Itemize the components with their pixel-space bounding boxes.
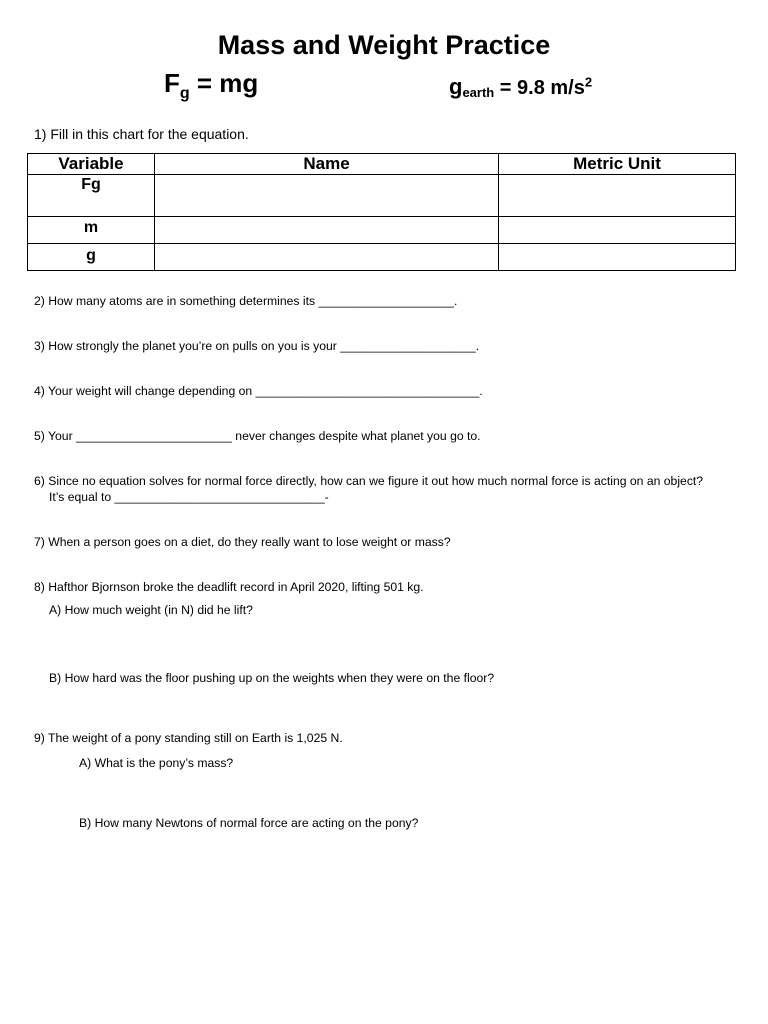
unit-cell[interactable]	[499, 217, 736, 244]
name-cell[interactable]	[155, 175, 499, 217]
question-1: 1) Fill in this chart for the equation.	[34, 126, 249, 142]
weight-equation	[164, 68, 258, 103]
equation-rest: = mg	[189, 68, 259, 98]
gravity-constant	[449, 74, 592, 100]
unit-cell[interactable]	[499, 244, 736, 271]
equation-f: F	[164, 68, 180, 98]
equation-g-subscript: g	[179, 85, 190, 103]
question-8: 8) Hafthor Bjornson broke the deadlift record in April 2020, lifting 501 kg.	[34, 580, 424, 594]
gravity-earth-subscript: earth	[462, 85, 495, 100]
header-variable: Variable	[28, 154, 155, 175]
question-7: 7) When a person goes on a diet, do they really want to lose weight or mass?	[34, 535, 451, 549]
question-2: 2) How many atoms are in something determines its ____________________.	[34, 294, 458, 308]
variable-cell: m	[28, 217, 155, 244]
gravity-g: g	[449, 74, 463, 99]
variable-chart	[27, 153, 736, 271]
variable-cell: Fg	[28, 175, 155, 217]
question-8a: A) How much weight (in N) did he lift?	[49, 603, 253, 617]
header-name: Name	[155, 154, 499, 175]
question-8b: B) How hard was the floor pushing up on the weights when they were on the floor?	[49, 671, 495, 685]
page-title: Mass and Weight Practice	[217, 30, 551, 60]
question-5: 5) Your _______________________ never changes despite what planet you go to.	[34, 429, 481, 443]
question-4: 4) Your weight will change depending on _________________________________.	[34, 384, 483, 398]
table-row	[28, 175, 736, 217]
table-row	[28, 217, 736, 244]
unit-cell[interactable]	[499, 175, 736, 217]
question-3: 3) How strongly the planet you’re on pulls on you is your ____________________.	[34, 339, 480, 353]
name-cell[interactable]	[155, 244, 499, 271]
question-9a: A) What is the pony’s mass?	[79, 756, 234, 770]
chart-header-row	[28, 154, 736, 175]
gravity-value: = 9.8 m/s	[494, 77, 585, 99]
question-9: 9) The weight of a pony standing still on Earth is 1,025 N.	[34, 731, 343, 745]
table-row	[28, 244, 736, 271]
question-9b: B) How many Newtons of normal force are acting on the pony?	[79, 816, 419, 830]
header-metric-unit: Metric Unit	[499, 154, 736, 175]
variable-cell: g	[28, 244, 155, 271]
name-cell[interactable]	[155, 217, 499, 244]
question-6-continuation: It’s equal to _______________________________-	[49, 490, 329, 504]
question-6: 6) Since no equation solves for normal force directly, how can we figure it out how much normal force is acting on an object?	[34, 474, 704, 488]
gravity-exponent: 2	[584, 74, 593, 90]
